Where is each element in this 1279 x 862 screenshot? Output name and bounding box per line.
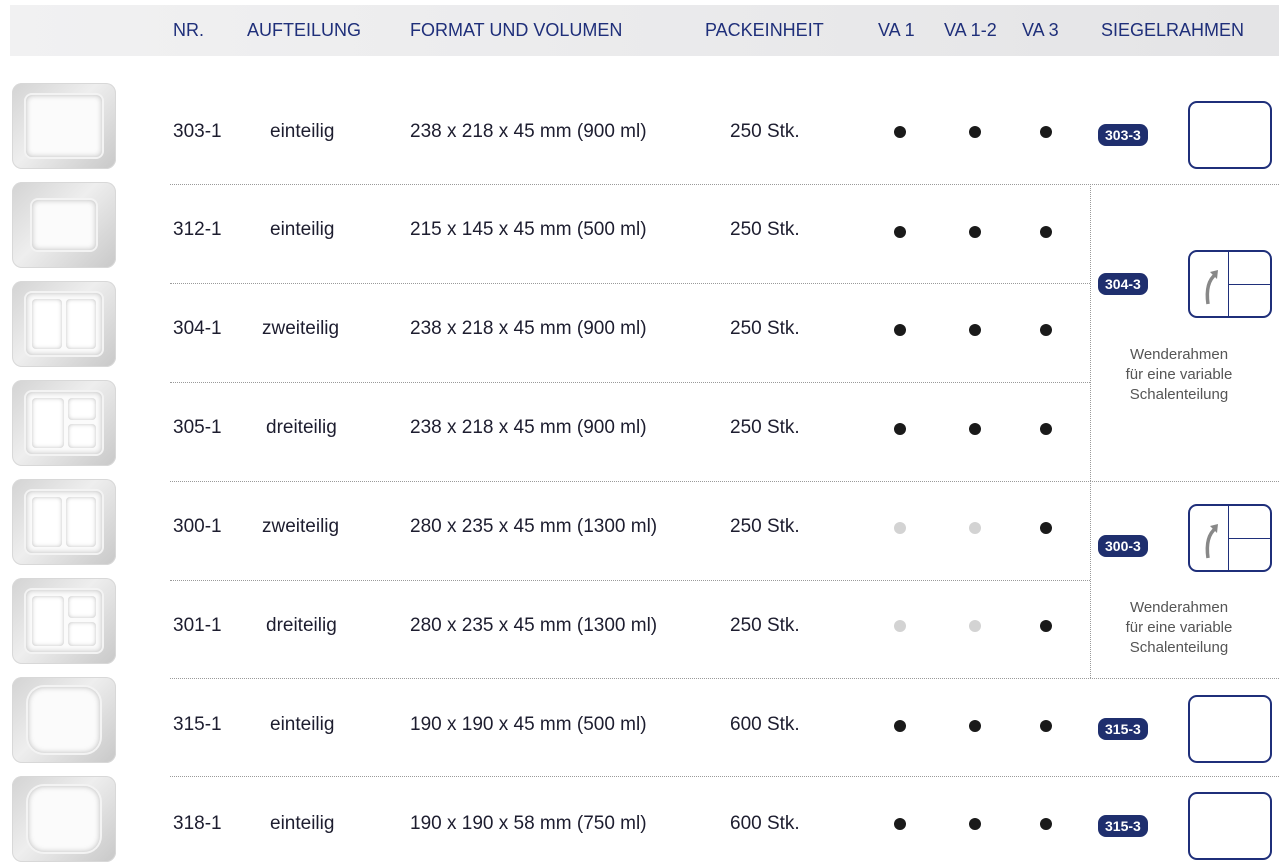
row-nr: 312-1 bbox=[173, 219, 222, 240]
header-nr: NR. bbox=[173, 20, 204, 40]
product-image-318-1 bbox=[12, 776, 116, 862]
row-separator bbox=[170, 283, 1090, 284]
dot-va3 bbox=[1040, 126, 1052, 138]
row-aufteilung: dreiteilig bbox=[266, 615, 337, 636]
header-va1: VA 1 bbox=[878, 20, 915, 40]
seal-note-304-3: Wenderahmen für eine variable Schalenteilung bbox=[1125, 346, 1233, 403]
turn-arrow-icon bbox=[1196, 266, 1224, 306]
row-nr: 300-1 bbox=[173, 516, 222, 537]
seal-badge-304-3: 304-3 bbox=[1098, 273, 1148, 295]
row-format: 215 x 145 x 45 mm (500 ml) bbox=[410, 219, 647, 240]
row-format: 280 x 235 x 45 mm (1300 ml) bbox=[410, 615, 658, 636]
row-separator bbox=[170, 382, 1090, 383]
seal-note-300-3: Wenderahmen für eine variable Schalenteilung bbox=[1125, 599, 1233, 656]
row-pack: 600 Stk. bbox=[730, 813, 800, 834]
row-separator bbox=[170, 678, 1279, 679]
row-pack: 600 Stk. bbox=[730, 714, 800, 735]
dot-va12 bbox=[969, 720, 981, 732]
group-separator bbox=[1090, 184, 1091, 481]
row-format: 238 x 218 x 45 mm (900 ml) bbox=[410, 318, 647, 339]
header-va3: VA 3 bbox=[1022, 20, 1059, 40]
dot-va1 bbox=[894, 720, 906, 732]
turn-arrow-icon bbox=[1196, 520, 1224, 560]
row-nr: 318-1 bbox=[173, 813, 222, 834]
dot-va1 bbox=[894, 620, 906, 632]
dot-va12 bbox=[969, 324, 981, 336]
product-image-303-1 bbox=[12, 83, 116, 169]
row-pack: 250 Stk. bbox=[730, 318, 800, 339]
row-nr: 305-1 bbox=[173, 417, 222, 438]
row-aufteilung: einteilig bbox=[270, 121, 335, 142]
product-image-300-1 bbox=[12, 479, 116, 565]
row-pack: 250 Stk. bbox=[730, 219, 800, 240]
dot-va1 bbox=[894, 226, 906, 238]
dot-va12 bbox=[969, 423, 981, 435]
product-image-315-1 bbox=[12, 677, 116, 763]
dot-va1 bbox=[894, 423, 906, 435]
row-pack: 250 Stk. bbox=[730, 417, 800, 438]
dot-va12 bbox=[969, 126, 981, 138]
dot-va3 bbox=[1040, 226, 1052, 238]
seal-badge-315-3: 315-3 bbox=[1098, 718, 1148, 740]
row-separator bbox=[170, 776, 1279, 777]
seal-frame-315-3 bbox=[1188, 695, 1272, 763]
row-pack: 250 Stk. bbox=[730, 121, 800, 142]
dot-va1 bbox=[894, 126, 906, 138]
dot-va1 bbox=[894, 522, 906, 534]
row-pack: 250 Stk. bbox=[730, 615, 800, 636]
dot-va12 bbox=[969, 522, 981, 534]
seal-frame-304-3 bbox=[1188, 250, 1272, 318]
header-siegelrahmen: SIEGELRAHMEN bbox=[1101, 20, 1245, 40]
product-image-301-1 bbox=[12, 578, 116, 664]
row-nr: 303-1 bbox=[173, 121, 222, 142]
header-format: FORMAT UND VOLUMEN bbox=[410, 20, 623, 40]
seal-badge-303-3: 303-3 bbox=[1098, 124, 1148, 146]
row-format: 190 x 190 x 45 mm (500 ml) bbox=[410, 714, 647, 735]
dot-va3 bbox=[1040, 423, 1052, 435]
row-aufteilung: dreiteilig bbox=[266, 417, 337, 438]
row-aufteilung: einteilig bbox=[270, 714, 335, 735]
row-format: 238 x 218 x 45 mm (900 ml) bbox=[410, 417, 647, 438]
dot-va3 bbox=[1040, 620, 1052, 632]
product-image-312-1 bbox=[12, 182, 116, 268]
row-nr: 315-1 bbox=[173, 714, 222, 735]
dot-va12 bbox=[969, 226, 981, 238]
row-aufteilung: einteilig bbox=[270, 219, 335, 240]
row-nr: 301-1 bbox=[173, 615, 222, 636]
row-separator bbox=[170, 184, 1279, 185]
dot-va12 bbox=[969, 818, 981, 830]
row-separator bbox=[170, 580, 1090, 581]
dot-va1 bbox=[894, 324, 906, 336]
product-image-305-1 bbox=[12, 380, 116, 466]
row-pack: 250 Stk. bbox=[730, 516, 800, 537]
row-format: 190 x 190 x 58 mm (750 ml) bbox=[410, 813, 647, 834]
product-image-304-1 bbox=[12, 281, 116, 367]
row-aufteilung: einteilig bbox=[270, 813, 335, 834]
dot-va3 bbox=[1040, 522, 1052, 534]
row-aufteilung: zweiteilig bbox=[262, 516, 340, 537]
dot-va3 bbox=[1040, 720, 1052, 732]
row-format: 238 x 218 x 45 mm (900 ml) bbox=[410, 121, 647, 142]
row-aufteilung: zweiteilig bbox=[262, 318, 340, 339]
header-va12: VA 1-2 bbox=[944, 20, 997, 40]
header-packeinheit: PACKEINHEIT bbox=[705, 20, 824, 40]
header-aufteilung: AUFTEILUNG bbox=[247, 20, 362, 40]
dot-va1 bbox=[894, 818, 906, 830]
dot-va3 bbox=[1040, 324, 1052, 336]
row-format: 280 x 235 x 45 mm (1300 ml) bbox=[410, 516, 658, 537]
seal-frame-303-3 bbox=[1188, 101, 1272, 169]
row-separator bbox=[170, 481, 1279, 482]
seal-badge-315-3-second: 315-3 bbox=[1098, 815, 1148, 837]
seal-badge-300-3: 300-3 bbox=[1098, 535, 1148, 557]
dot-va12 bbox=[969, 620, 981, 632]
seal-frame-300-3 bbox=[1188, 504, 1272, 572]
row-nr: 304-1 bbox=[173, 318, 222, 339]
seal-frame-315-3-second bbox=[1188, 792, 1272, 860]
dot-va3 bbox=[1040, 818, 1052, 830]
